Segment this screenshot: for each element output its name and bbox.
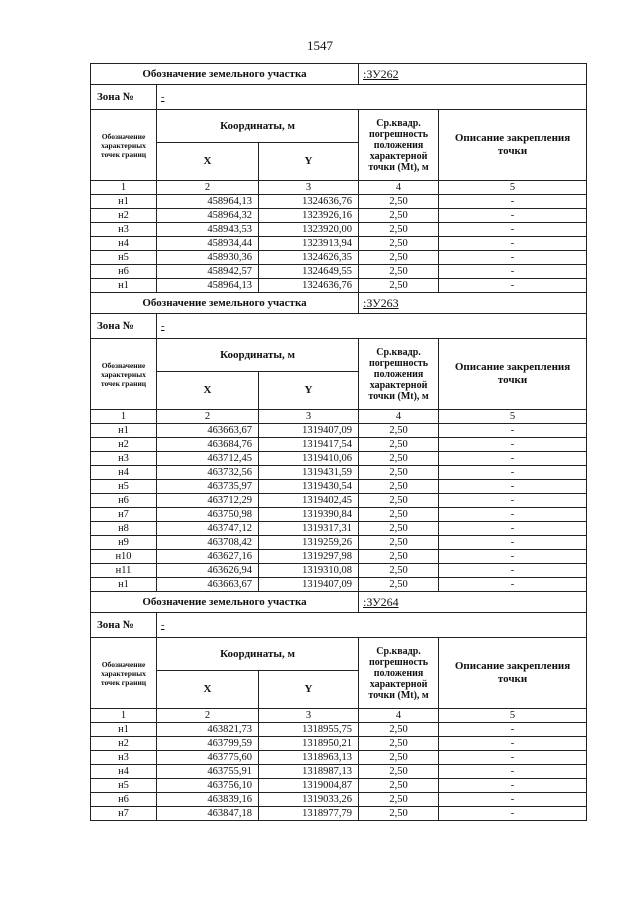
y-value: 1318955,75 — [259, 723, 359, 737]
x-value: 463821,73 — [157, 723, 259, 737]
column-number: 1 — [91, 410, 157, 424]
accuracy-header: Ср.квадр. погрешность положения характерной точки (Mt), м — [359, 339, 439, 410]
zone-row — [91, 85, 587, 110]
header-row — [91, 638, 587, 671]
zone-value: - — [157, 85, 587, 110]
y-value: 1319430,54 — [259, 480, 359, 494]
y-value: 1319259,26 — [259, 536, 359, 550]
accuracy-value: 2,50 — [359, 737, 439, 751]
y-value: 1318950,21 — [259, 737, 359, 751]
column-number-row — [91, 181, 587, 195]
description-value: - — [439, 424, 587, 438]
parcel-id: :ЗУ264 — [359, 592, 587, 613]
x-value: 463756,10 — [157, 779, 259, 793]
column-number: 3 — [259, 410, 359, 424]
point-name: н5 — [91, 480, 157, 494]
y-value: 1324626,35 — [259, 251, 359, 265]
parcel-title-row — [91, 293, 587, 314]
header-row — [91, 339, 587, 372]
table-row — [91, 737, 587, 751]
x-value: 463708,42 — [157, 536, 259, 550]
point-name: н5 — [91, 251, 157, 265]
header-row — [91, 110, 587, 143]
x-value: 463839,16 — [157, 793, 259, 807]
y-value: 1318977,79 — [259, 807, 359, 821]
table-row — [91, 578, 587, 592]
x-value: 458964,32 — [157, 209, 259, 223]
accuracy-value: 2,50 — [359, 265, 439, 279]
point-name: н4 — [91, 765, 157, 779]
x-value: 463663,67 — [157, 578, 259, 592]
point-designation-header: Обозначение характерных точек границ — [91, 638, 157, 709]
table-row — [91, 195, 587, 209]
description-value: - — [439, 536, 587, 550]
y-value: 1319390,84 — [259, 508, 359, 522]
y-value: 1323913,94 — [259, 237, 359, 251]
column-number: 3 — [259, 181, 359, 195]
accuracy-value: 2,50 — [359, 438, 439, 452]
point-name: н1 — [91, 195, 157, 209]
accuracy-value: 2,50 — [359, 251, 439, 265]
x-value: 463747,12 — [157, 522, 259, 536]
y-value: 1319407,09 — [259, 424, 359, 438]
accuracy-value: 2,50 — [359, 723, 439, 737]
x-value: 463626,94 — [157, 564, 259, 578]
column-number: 4 — [359, 709, 439, 723]
x-value: 458943,53 — [157, 223, 259, 237]
table-body — [91, 64, 587, 821]
description-value: - — [439, 480, 587, 494]
table-row — [91, 223, 587, 237]
y-value: 1324636,76 — [259, 195, 359, 209]
y-value: 1318963,13 — [259, 751, 359, 765]
table-row — [91, 793, 587, 807]
zone-value: - — [157, 314, 587, 339]
x-value: 463847,18 — [157, 807, 259, 821]
x-value: 463663,67 — [157, 424, 259, 438]
description-value: - — [439, 279, 587, 293]
table-row — [91, 265, 587, 279]
description-value: - — [439, 564, 587, 578]
accuracy-value: 2,50 — [359, 480, 439, 494]
x-value: 463712,29 — [157, 494, 259, 508]
point-name: н5 — [91, 779, 157, 793]
column-number: 4 — [359, 410, 439, 424]
zone-value: - — [157, 613, 587, 638]
parcel-title-label: Обозначение земельного участка — [91, 293, 359, 314]
accuracy-value: 2,50 — [359, 209, 439, 223]
coordinates-header: Координаты, м — [157, 638, 359, 671]
description-value: - — [439, 265, 587, 279]
accuracy-value: 2,50 — [359, 452, 439, 466]
x-value: 458942,57 — [157, 265, 259, 279]
table-row — [91, 424, 587, 438]
x-header: X — [157, 143, 259, 181]
column-number: 2 — [157, 181, 259, 195]
description-header: Описание закрепления точки — [439, 110, 587, 181]
description-value: - — [439, 438, 587, 452]
table-row — [91, 452, 587, 466]
coordinates-table — [90, 63, 587, 821]
parcel-title-row — [91, 592, 587, 613]
table-row — [91, 807, 587, 821]
table-row — [91, 251, 587, 265]
point-name: н2 — [91, 737, 157, 751]
parcel-title-label: Обозначение земельного участка — [91, 64, 359, 85]
accuracy-header: Ср.квадр. погрешность положения характерной точки (Mt), м — [359, 638, 439, 709]
description-value: - — [439, 195, 587, 209]
table-row — [91, 494, 587, 508]
description-value: - — [439, 807, 587, 821]
zone-row — [91, 613, 587, 638]
parcel-title-label: Обозначение земельного участка — [91, 592, 359, 613]
accuracy-value: 2,50 — [359, 195, 439, 209]
point-name: н6 — [91, 265, 157, 279]
parcel-title-row — [91, 64, 587, 85]
description-value: - — [439, 578, 587, 592]
column-number: 2 — [157, 410, 259, 424]
y-value: 1323926,16 — [259, 209, 359, 223]
point-name: н4 — [91, 466, 157, 480]
point-name: н7 — [91, 508, 157, 522]
x-value: 463627,16 — [157, 550, 259, 564]
table-row — [91, 279, 587, 293]
accuracy-value: 2,50 — [359, 424, 439, 438]
coordinates-header: Координаты, м — [157, 339, 359, 372]
y-value: 1319417,54 — [259, 438, 359, 452]
point-name: н2 — [91, 209, 157, 223]
x-value: 463735,97 — [157, 480, 259, 494]
description-value: - — [439, 452, 587, 466]
description-value: - — [439, 237, 587, 251]
point-name: н1 — [91, 424, 157, 438]
accuracy-value: 2,50 — [359, 751, 439, 765]
x-header: X — [157, 372, 259, 410]
description-value: - — [439, 251, 587, 265]
description-header: Описание закрепления точки — [439, 339, 587, 410]
y-value: 1318987,13 — [259, 765, 359, 779]
point-name: н3 — [91, 452, 157, 466]
y-header: Y — [259, 143, 359, 181]
accuracy-value: 2,50 — [359, 522, 439, 536]
column-number: 2 — [157, 709, 259, 723]
point-name: н2 — [91, 438, 157, 452]
description-value: - — [439, 522, 587, 536]
description-value: - — [439, 209, 587, 223]
description-value: - — [439, 550, 587, 564]
accuracy-value: 2,50 — [359, 779, 439, 793]
accuracy-value: 2,50 — [359, 765, 439, 779]
accuracy-value: 2,50 — [359, 578, 439, 592]
y-value: 1324649,55 — [259, 265, 359, 279]
zone-row — [91, 314, 587, 339]
table-row — [91, 564, 587, 578]
description-header: Описание закрепления точки — [439, 638, 587, 709]
point-name: н6 — [91, 494, 157, 508]
table-row — [91, 550, 587, 564]
accuracy-value: 2,50 — [359, 494, 439, 508]
parcel-id: :ЗУ263 — [359, 293, 587, 314]
column-number: 5 — [439, 410, 587, 424]
accuracy-value: 2,50 — [359, 279, 439, 293]
column-number-row — [91, 410, 587, 424]
table-row — [91, 751, 587, 765]
table-row — [91, 723, 587, 737]
y-value: 1319004,87 — [259, 779, 359, 793]
y-value: 1319297,98 — [259, 550, 359, 564]
point-name: н1 — [91, 578, 157, 592]
table-row — [91, 765, 587, 779]
y-value: 1319317,31 — [259, 522, 359, 536]
accuracy-value: 2,50 — [359, 508, 439, 522]
point-name: н4 — [91, 237, 157, 251]
accuracy-value: 2,50 — [359, 564, 439, 578]
column-number-row — [91, 709, 587, 723]
y-value: 1319407,09 — [259, 578, 359, 592]
column-number: 1 — [91, 709, 157, 723]
zone-label: Зона № — [91, 85, 157, 110]
y-value: 1319410,06 — [259, 452, 359, 466]
column-number: 5 — [439, 709, 587, 723]
x-value: 458934,44 — [157, 237, 259, 251]
description-value: - — [439, 779, 587, 793]
table-row — [91, 466, 587, 480]
zone-label: Зона № — [91, 314, 157, 339]
y-header: Y — [259, 372, 359, 410]
y-value: 1319310,08 — [259, 564, 359, 578]
description-value: - — [439, 765, 587, 779]
point-name: н1 — [91, 723, 157, 737]
x-value: 463712,45 — [157, 452, 259, 466]
x-value: 458964,13 — [157, 195, 259, 209]
accuracy-value: 2,50 — [359, 466, 439, 480]
table-row — [91, 209, 587, 223]
description-value: - — [439, 793, 587, 807]
accuracy-value: 2,50 — [359, 793, 439, 807]
x-value: 458930,36 — [157, 251, 259, 265]
page-number: 1547 — [307, 38, 333, 53]
point-name: н6 — [91, 793, 157, 807]
column-number: 5 — [439, 181, 587, 195]
parcel-id: :ЗУ262 — [359, 64, 587, 85]
x-value: 463750,98 — [157, 508, 259, 522]
accuracy-value: 2,50 — [359, 237, 439, 251]
table-row — [91, 522, 587, 536]
point-designation-header: Обозначение характерных точек границ — [91, 339, 157, 410]
point-name: н3 — [91, 223, 157, 237]
point-name: н8 — [91, 522, 157, 536]
accuracy-value: 2,50 — [359, 807, 439, 821]
description-value: - — [439, 494, 587, 508]
point-name: н7 — [91, 807, 157, 821]
coordinates-header: Координаты, м — [157, 110, 359, 143]
x-value: 463684,76 — [157, 438, 259, 452]
y-value: 1324636,76 — [259, 279, 359, 293]
column-number: 1 — [91, 181, 157, 195]
y-value: 1323920,00 — [259, 223, 359, 237]
description-value: - — [439, 737, 587, 751]
description-value: - — [439, 466, 587, 480]
x-value: 463775,60 — [157, 751, 259, 765]
description-value: - — [439, 508, 587, 522]
description-value: - — [439, 223, 587, 237]
x-value: 463732,56 — [157, 466, 259, 480]
accuracy-header: Ср.квадр. погрешность положения характерной точки (Mt), м — [359, 110, 439, 181]
column-number: 3 — [259, 709, 359, 723]
point-name: н1 — [91, 279, 157, 293]
x-header: X — [157, 671, 259, 709]
x-value: 463755,91 — [157, 765, 259, 779]
y-value: 1319431,59 — [259, 466, 359, 480]
table-row — [91, 237, 587, 251]
accuracy-value: 2,50 — [359, 536, 439, 550]
y-header: Y — [259, 671, 359, 709]
table-row — [91, 779, 587, 793]
table-row — [91, 438, 587, 452]
point-designation-header: Обозначение характерных точек границ — [91, 110, 157, 181]
y-value: 1319033,26 — [259, 793, 359, 807]
accuracy-value: 2,50 — [359, 223, 439, 237]
table-row — [91, 480, 587, 494]
point-name: н10 — [91, 550, 157, 564]
x-value: 458964,13 — [157, 279, 259, 293]
table-row — [91, 508, 587, 522]
description-value: - — [439, 751, 587, 765]
point-name: н3 — [91, 751, 157, 765]
point-name: н9 — [91, 536, 157, 550]
column-number: 4 — [359, 181, 439, 195]
x-value: 463799,59 — [157, 737, 259, 751]
y-value: 1319402,45 — [259, 494, 359, 508]
description-value: - — [439, 723, 587, 737]
point-name: н11 — [91, 564, 157, 578]
accuracy-value: 2,50 — [359, 550, 439, 564]
zone-label: Зона № — [91, 613, 157, 638]
table-row — [91, 536, 587, 550]
